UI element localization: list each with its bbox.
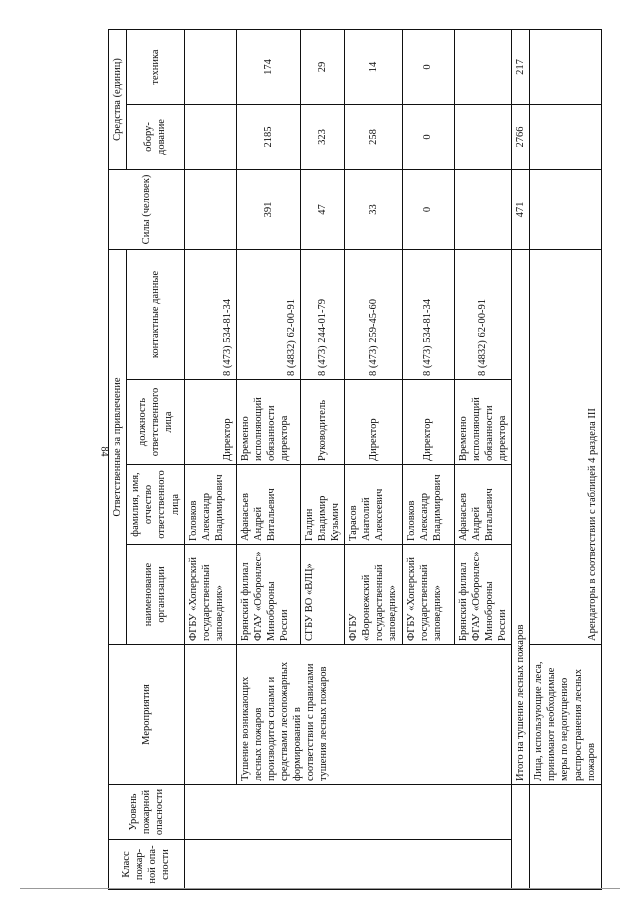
table-row xyxy=(184,30,236,890)
org-cell: ФГБУ «Хоперский государственный заповедник» xyxy=(402,545,454,645)
equipment-cell: 323 xyxy=(300,105,344,170)
contact-cell: 8 (473) 534-81-34 xyxy=(402,250,454,380)
contact-cell: 8 (473) 259-45-60 xyxy=(345,250,403,380)
page-bottom-rule xyxy=(20,888,620,889)
class-cell xyxy=(184,840,511,890)
equipment-cell: 0 xyxy=(402,105,454,170)
equipment-cell: 2185 xyxy=(236,105,300,170)
header-vehicles: техника xyxy=(127,30,185,105)
equipment-cell: 258 xyxy=(345,105,403,170)
position-cell: Временно исполняющий обязанности директора xyxy=(236,380,300,465)
page-number: 84 xyxy=(98,446,110,457)
header-class: Класс пожар-ной опа-сности xyxy=(109,840,185,890)
forces-cell xyxy=(184,170,236,250)
measure-cell: Тушение возникающих лесных пожаров производится силами и средствами лесопожарных формирований в соответствии с правилами тушения лесных пожаров xyxy=(236,645,511,785)
person-cell: Головков Александр Владимирович xyxy=(184,465,236,545)
vehicles-cell: 29 xyxy=(300,30,344,105)
total-label: Итого на тушение лесных пожаров xyxy=(512,250,530,785)
lessee-class-level-cell xyxy=(530,785,602,890)
header-equipment: обору-дование xyxy=(127,105,185,170)
vehicles-cell xyxy=(454,30,512,105)
total-forces: 471 xyxy=(512,170,530,250)
vehicles-cell: 14 xyxy=(345,30,403,105)
lessee-measure: Лица, использующие леса, принимают необходимые меры по недопущению распространения лесных пожаров xyxy=(530,645,602,785)
table-row xyxy=(236,30,300,890)
lessee-equipment-cell xyxy=(530,105,602,170)
org-cell: Брянский филиал ФГАУ «Оборонлес» Минобороны России xyxy=(454,545,512,645)
person-cell: Афанасьев Андрей Витальевич xyxy=(236,465,300,545)
equipment-cell xyxy=(454,105,512,170)
header-measures: Мероприятия xyxy=(109,645,185,785)
person-cell: Афанасьев Андрей Витальевич xyxy=(454,465,512,545)
header-position: должность ответственного лица xyxy=(127,380,185,465)
header-contacts: контактные данные xyxy=(127,250,185,380)
org-cell: ФГБУ «Хоперский государственный заповедник» xyxy=(184,545,236,645)
lessee-responsible: Арендаторы в соответствии с таблицей 4 раздела III xyxy=(530,250,602,645)
org-cell: Брянский филиал ФГАУ «Оборонлес» Минобороны России xyxy=(236,545,300,645)
header-responsible: Ответственные за привлечение xyxy=(109,250,127,645)
position-cell: Директор xyxy=(402,380,454,465)
forces-cell: 391 xyxy=(236,170,300,250)
header-forces: Силы (человек) xyxy=(109,170,185,250)
position-cell: Временно исполняющий обязанности директора xyxy=(454,380,512,465)
contact-cell: 8 (4832) 62-00-91 xyxy=(454,250,512,380)
forces-cell: 47 xyxy=(300,170,344,250)
measure-top-cell xyxy=(184,645,236,785)
lessee-forces-cell xyxy=(530,170,602,250)
contact-cell: 8 (4832) 62-00-91 xyxy=(236,250,300,380)
position-cell: Директор xyxy=(184,380,236,465)
contact-cell: 8 (473) 244-01-79 xyxy=(300,250,344,380)
total-row xyxy=(512,30,530,890)
lessee-vehicles-cell xyxy=(530,30,602,105)
header-row-1 xyxy=(109,30,127,890)
forces-cell xyxy=(454,170,512,250)
contact-cell: 8 (473) 534-81-34 xyxy=(184,250,236,380)
person-cell: Галдин Владимир Кузьмич xyxy=(300,465,344,545)
header-org: наименование организации xyxy=(127,545,185,645)
fire-response-table xyxy=(108,29,602,890)
org-cell: ФГБУ «Воронежский государственный заповедник» xyxy=(345,545,403,645)
equipment-cell xyxy=(184,105,236,170)
total-class-level-cell xyxy=(512,785,530,890)
person-cell: Головков Александр Владимирович xyxy=(402,465,454,545)
total-equipment: 2766 xyxy=(512,105,530,170)
position-cell: Руководитель xyxy=(300,380,344,465)
vehicles-cell: 0 xyxy=(402,30,454,105)
org-cell: СГБУ ВО «ВЛЦ» xyxy=(300,545,344,645)
rotated-table-sheet xyxy=(108,30,598,890)
lessee-row xyxy=(530,30,602,890)
level-cell xyxy=(184,785,511,840)
vehicles-cell: 174 xyxy=(236,30,300,105)
header-person: фамилия, имя, отчество ответственного лица xyxy=(127,465,185,545)
person-cell: Тарасов Анатолий Алексеевич xyxy=(345,465,403,545)
forces-cell: 33 xyxy=(345,170,403,250)
vehicles-cell xyxy=(184,30,236,105)
total-vehicles: 217 xyxy=(512,30,530,105)
header-means: Средства (единиц) xyxy=(109,30,127,170)
forces-cell: 0 xyxy=(402,170,454,250)
position-cell: Директор xyxy=(345,380,403,465)
header-level: Уровень пожарной опасности xyxy=(109,785,185,840)
